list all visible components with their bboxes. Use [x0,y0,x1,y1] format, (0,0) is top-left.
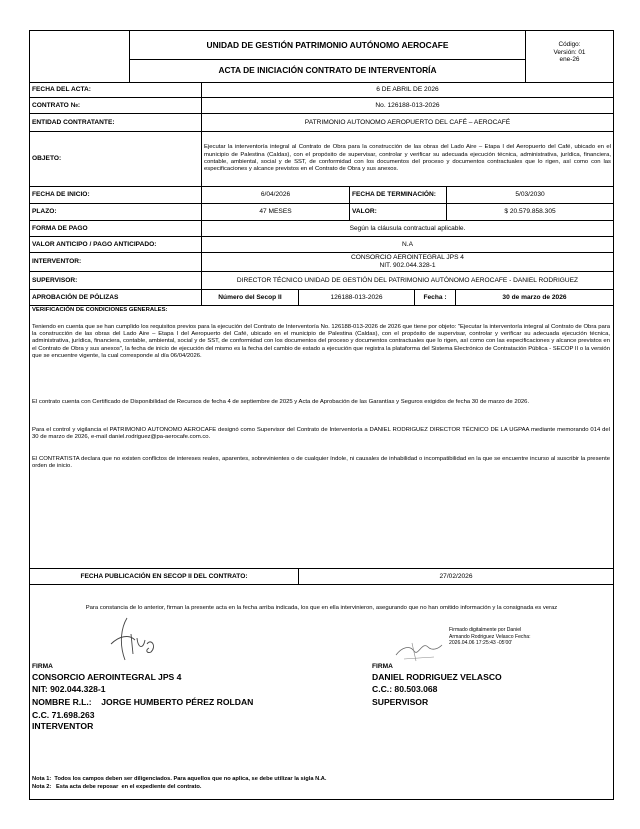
fecha-polizas-label: Fecha : [414,290,455,305]
fecha-inicio-value: 6/04/2026 [201,187,349,203]
row-fecha-acta [30,83,613,98]
row-anticipo [30,237,613,253]
closing-statement: Para constancia de lo anterior, firman la presente acta en la fecha arriba indicada, los que en ella intervinieron, asegurando que no han omitido información y la consignada es veraz [85,605,558,611]
header-title-area [129,31,525,82]
plazo-label: PLAZO: [32,208,57,216]
header-section [30,31,613,83]
contrato-label: CONTRATO №: [32,101,81,109]
entidad-label: ENTIDAD CONTRATANTE: [32,118,115,126]
digital-signature-stamp: Firmado digitalmente por Daniel Armando Rodriguez Velasco Fecha: 2026.04.06 17:25:43 -05'00' [449,627,531,647]
publicacion-label: FECHA PUBLICACIÓN EN SECOP II DEL CONTRATO: [80,572,248,580]
version-date: ene-26 [559,56,580,64]
fecha-terminacion-value: 5/03/2030 [446,187,613,203]
acta-document [29,30,614,800]
version-text: Versión: 01 [553,48,586,56]
anticipo-label: VALOR ANTICIPO / PAGO ANTICIPADO: [32,240,157,248]
logo-area [30,31,129,82]
verification-paragraph-2: El contrato cuenta con Certificado de Disponibilidad de Recursos de fecha 4 de septiembre de 2025 y Acta de Aprobación de las Garantías y Seguros exigidos de fecha 30 de marzo de 2026. [32,399,530,405]
row-fechas [30,187,613,204]
right-firma-label: FIRMA [372,663,393,670]
supervisor-label: SUPERVISOR: [32,276,78,284]
left-signature-image [105,614,165,664]
right-signer-cc: C.C.: 80.503.068 [372,684,438,694]
row-interventor [30,253,613,272]
interventor-name: CONSORCIO AEROINTEGRAL JPS 4 [351,254,464,262]
row-entidad [30,114,613,132]
left-signer-rl: NOMBRE R.L.: JORGE HUMBERTO PÉREZ ROLDAN [32,697,254,707]
objeto-label: OBJETO: [32,155,62,163]
secop-value: 126188-013-2026 [298,290,414,305]
plazo-value: 47 MESES [201,204,349,220]
fecha-acta-label: FECHA DEL ACTA: [32,86,91,94]
document-title: ACTA DE INICIACIÓN CONTRATO DE INTERVENTORÍA [218,65,437,76]
anticipo-value: N.A [201,237,613,252]
verification-section [30,306,613,588]
verification-title: VERIFICACIÓN DE CONDICIONES GENERALES: [32,307,168,313]
interventor-value [201,253,613,271]
objeto-value: Ejecutar la interventoría integral al Contrato de Obra para la construcción de las obras del Lado Aire – Etapa I del Aeropuerto del Café, ubicado en el municipio de Palestina (Caldas), con el propósito de supervisar, controlar y verificar su adecuada ejecución técnica, administrativa, jurídica, financiera, contable, ambiental, social y de SST, de conformidad con los documentos del proceso y documentos contractuales que lo rigen, así como con las especificaciones y alcance previstos en el Contrato de Obra y sus anexos. [201,132,613,186]
valor-value: $ 20.579.858.305 [446,204,613,220]
polizas-label: APROBACIÓN DE PÓLIZAS [32,293,119,301]
code-label: Código: [558,41,581,48]
interventor-label: INTERVENTOR: [32,258,82,266]
verification-paragraph-1: Teniendo en cuenta que se han cumplido los requisitos previos para la ejecución del Contrato de Interventoría No. 126188-013-2026 de 2026 que tiene por objeto: "Ejecutar la interventoría integral al Contrato de Obra para la construcción de las obras del Lado Aire – Etapa I del Aeropuerto del Café, ubicado en el municipio de Palestina (Caldas), con el propósito de supervisar, controlar y verificar su adecuada ejecución técnica, administrativa, jurídica, financiera, contable, ambiental, social y de SST, de conformidad con los documentos del proceso y documentos contractuales que lo rigen, así como con las especificaciones y alcance previstos en el Contrato de Obra y sus anexos", la fecha de inicio de ejecución del mismo es la fecha del cambio de estado a ejecución que registra la plataforma del Sistema Electrónico de Contratación Pública - SECOP II o la versión que se encuentre vigente, la cual corresponde al día 06/04/2026. [32,324,610,359]
header-code-area [525,31,613,82]
fecha-inicio-label: FECHA DE INICIO: [32,191,90,199]
row-plazo [30,204,613,221]
interventor-nit: NIT. 902.044.328-1 [379,262,436,269]
row-publicacion [30,568,613,585]
fecha-polizas-value: 30 de marzo de 2026 [455,290,613,305]
left-signer-name: CONSORCIO AEROINTEGRAL JPS 4 [32,672,182,682]
verification-paragraph-4: El CONTRATISTA declara que no existen conflictos de intereses reales, aparentes, sobrevinientes o de cualquier índole, ni causales de inhabilidad o incompatibilidad en la que se encuentre incurso al suscribir la presente orden de inicio. [32,456,610,470]
right-signature-image [394,635,444,665]
row-forma-pago [30,221,613,237]
forma-pago-value: Según la cláusula contractual aplicable. [201,221,613,236]
unit-title: UNIDAD DE GESTIÓN PATRIMONIO AUTÓNOMO AEROCAFE [206,39,449,50]
note-2: Nota 2: Esta acta debe reposar en el expediente del contrato. [32,784,202,790]
row-polizas [30,290,613,306]
left-signer-role: INTERVENTOR [32,721,94,731]
supervisor-value: DIRECTOR TÉCNICO UNIDAD DE GESTIÓN DEL PATRIMONIO AUTÓNOMO AEROCAFE - DANIEL RODRIGUEZ [201,272,613,289]
left-signer-nit: NIT: 902.044.328-1 [32,684,106,694]
left-firma-label: FIRMA [32,663,53,670]
note-1: Nota 1: Todos los campos deben ser diligenciados. Para aquellos que no aplica, se debe utilizar la sigla N.A. [32,776,327,782]
contrato-value: No. 126188-013-2026 [201,98,613,113]
row-objeto [30,132,613,187]
verification-paragraph-3: Para el control y vigilancia el PATRIMONIO AUTONOMO AEROCAFE designó como Supervisor del Contrato de Interventoría a DANIEL RODRIGUEZ DIRECTOR TÉCNICO DE LA UGPAA mediante memorando 014 del 30 de marzo de 2026, e-mail daniel.rodriguez@pa-aerocafe.com.co. [32,427,610,441]
entidad-value: PATRIMONIO AUTONOMO AEROPUERTO DEL CAFÉ – AEROCAFÉ [201,114,613,131]
fecha-acta-value: 6 DE ABRIL DE 2026 [201,83,613,97]
right-signer-role: SUPERVISOR [372,697,429,707]
left-signer-cc: C.C. 71.698.263 [32,710,95,720]
fecha-terminacion-label: FECHA DE TERMINACIÓN: [349,187,446,203]
valor-label: VALOR: [349,204,446,220]
right-signer-name: DANIEL RODRIGUEZ VELASCO [372,672,502,682]
publicacion-value: 27/02/2026 [298,569,613,584]
forma-pago-label: FORMA DE PAGO [32,224,88,232]
row-supervisor [30,272,613,290]
secop-label: Número del Secop II [201,290,298,305]
row-contrato [30,98,613,114]
